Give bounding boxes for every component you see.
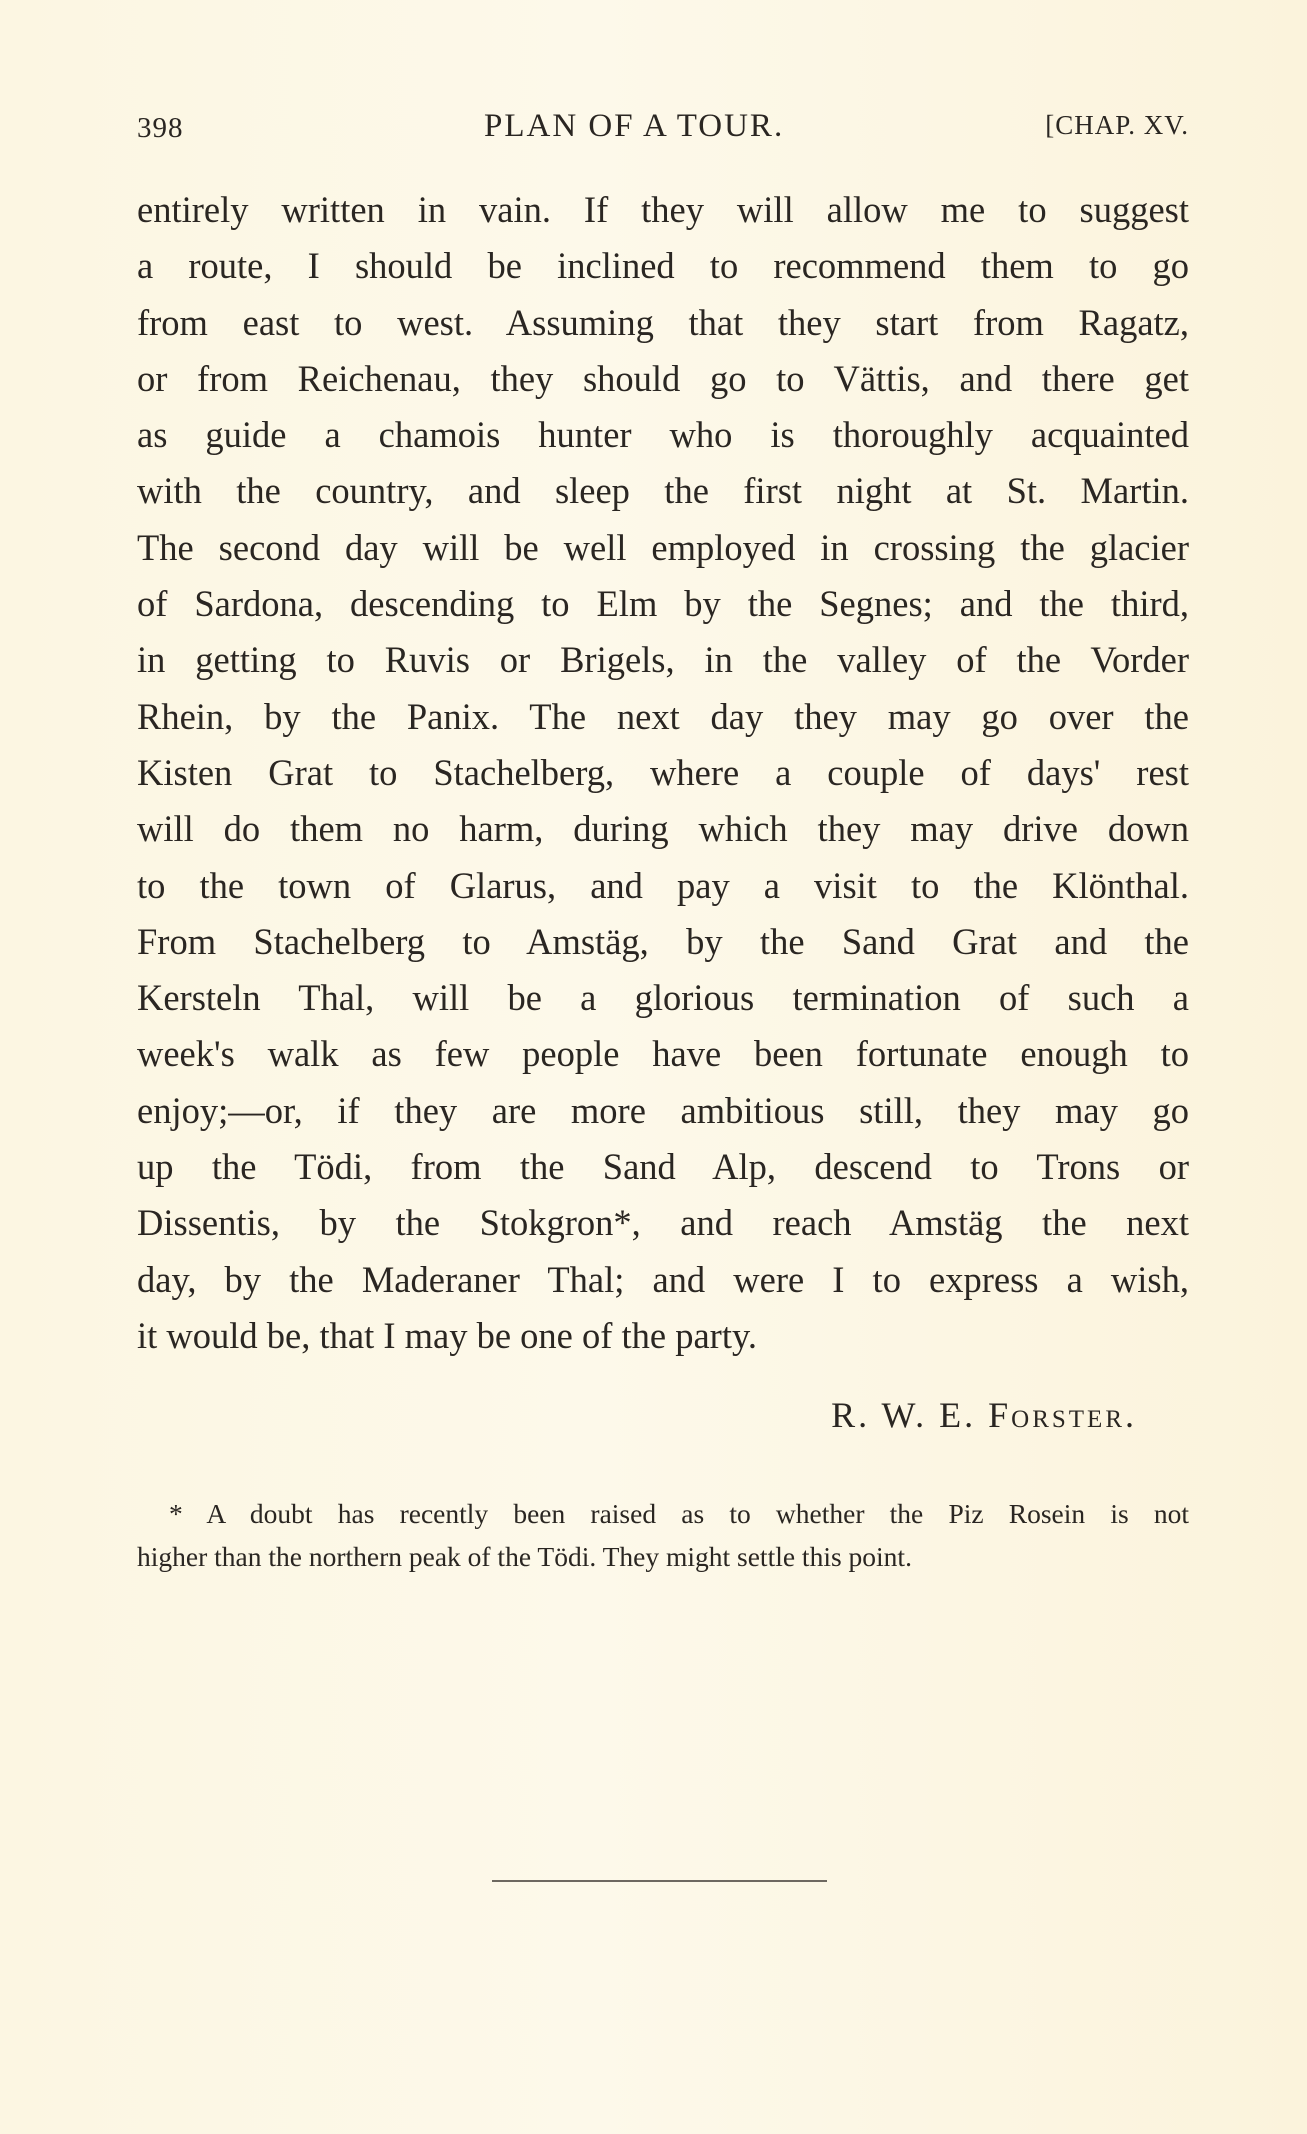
body-line: Rhein, by the Panix. The next day they may go over the (137, 695, 1189, 737)
body-line: Kersteln Thal, will be a glorious termination of such a (137, 977, 1189, 1019)
running-title: PLAN OF A TOUR. (484, 108, 785, 144)
body-line: in getting to Ruvis or Brigels, in the valley of the Vorder (137, 639, 1189, 681)
body-line: Kisten Grat to Stachelberg, where a couple of days' rest (137, 751, 1189, 793)
body-line: or from Reichenau, they should go to Vättis, and there get (137, 357, 1189, 399)
body-line: a route, I should be inclined to recommend them to go (137, 245, 1189, 287)
body-line: from east to west. Assuming that they start from Ragatz, (137, 301, 1189, 343)
body-line: up the Tödi, from the Sand Alp, descend to Trons or (137, 1146, 1189, 1188)
page-number: 398 (137, 112, 184, 144)
body-line: enjoy;—or, if they are more ambitious still, they may go (137, 1089, 1189, 1131)
footnote (137, 1492, 1189, 1578)
page-header (137, 108, 1189, 148)
body-line: Dissentis, by the Stokgron*, and reach Amstäg the next (137, 1202, 1189, 1244)
body-line: From Stachelberg to Amstäg, by the Sand Grat and the (137, 920, 1189, 962)
body-line: with the country, and sleep the first night at St. Martin. (137, 470, 1189, 512)
body-line: will do them no harm, during which they may drive down (137, 808, 1189, 850)
footnote-line: higher than the northern peak of the Tödi. They might settle this point. (137, 1541, 912, 1572)
body-paragraph (137, 182, 1189, 1364)
bottom-rule (492, 1880, 827, 1882)
chapter-reference: [CHAP. XV. (1045, 110, 1189, 140)
body-line: to the town of Glarus, and pay a visit to the Klönthal. (137, 864, 1189, 906)
body-line: week's walk as few people have been fortunate enough to (137, 1033, 1189, 1075)
body-line: of Sardona, descending to Elm by the Segnes; and the third, (137, 583, 1189, 625)
body-line: as guide a chamois hunter who is thoroughly acquainted (137, 414, 1189, 456)
footnote-line: * A doubt has recently been raised as to whether the Piz Rosein is not (169, 1498, 1189, 1529)
body-line: it would be, that I may be one of the party. (137, 1314, 757, 1356)
author-signature: R. W. E. Forster. (831, 1395, 1137, 1435)
body-line: entirely written in vain. If they will allow me to suggest (137, 189, 1189, 230)
body-line: The second day will be well employed in crossing the glacier (137, 526, 1189, 568)
body-line: day, by the Maderaner Thal; and were I to express a wish, (137, 1258, 1189, 1300)
